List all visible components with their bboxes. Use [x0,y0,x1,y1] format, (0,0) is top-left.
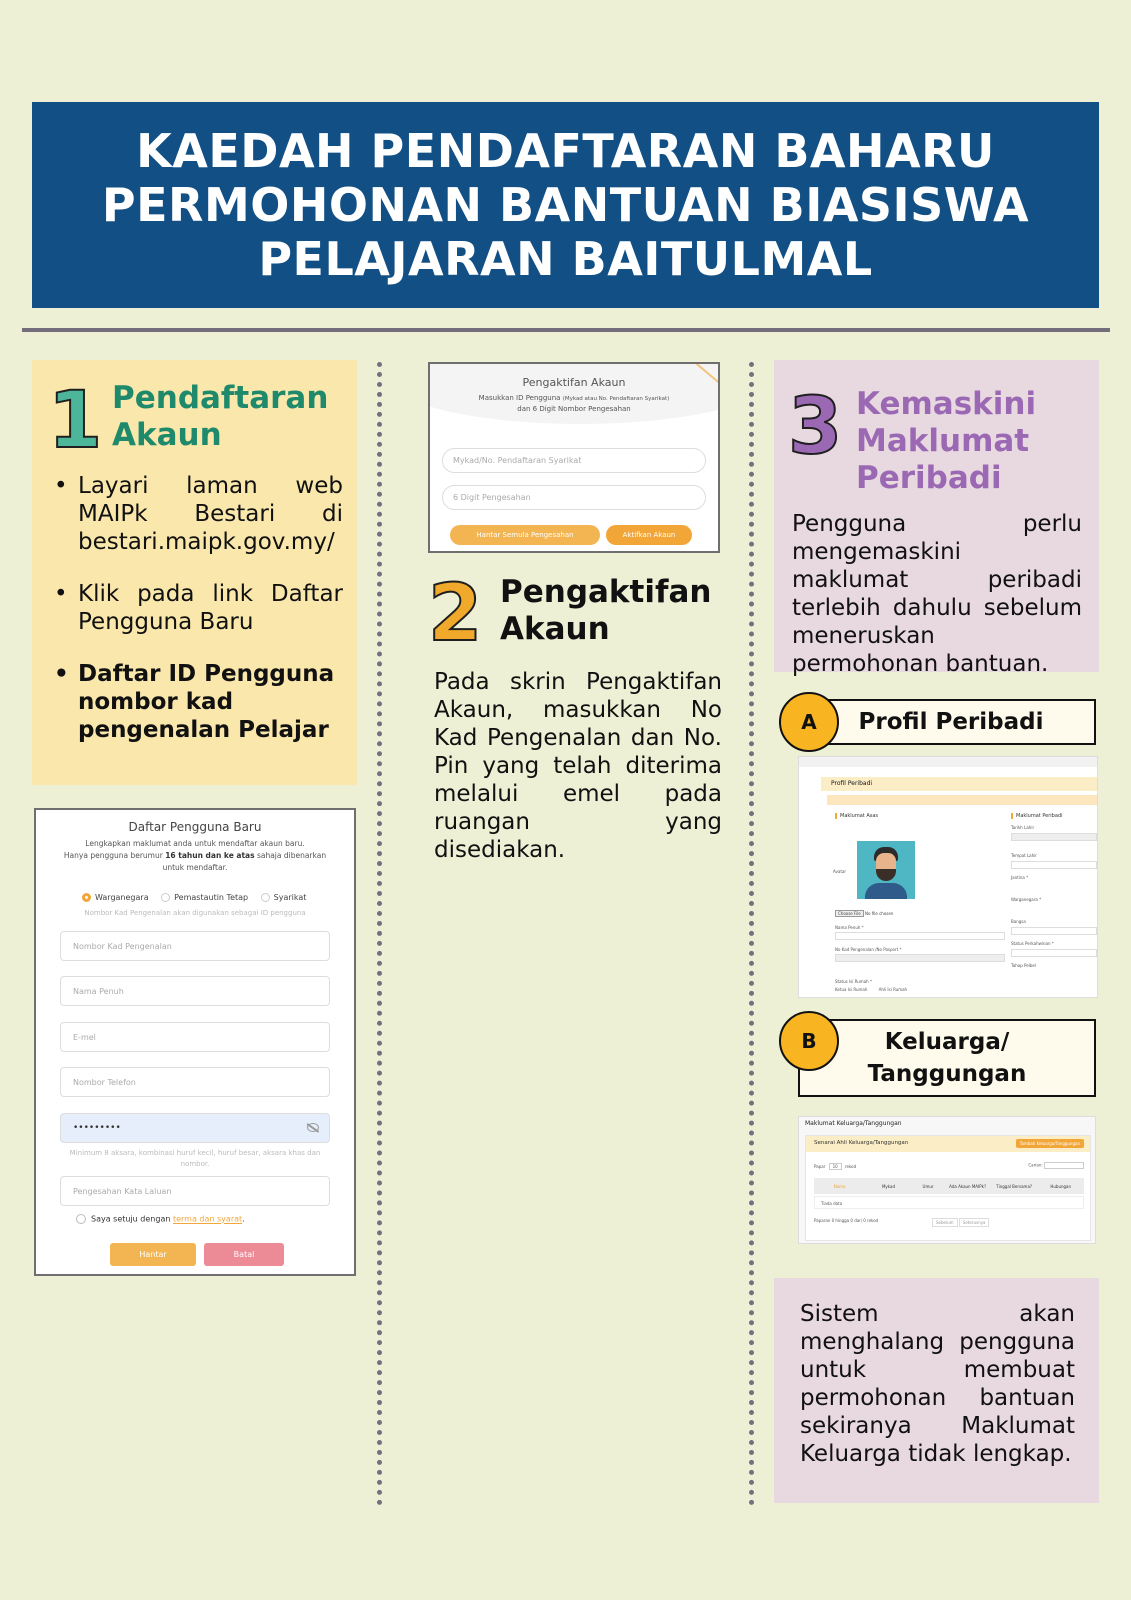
step2-title-line-1: Pengaktifan [500,574,712,610]
right-field-4[interactable] [1011,905,1097,913]
choose-file-row [835,911,893,916]
name-field[interactable] [835,932,1005,940]
choose-file-button[interactable]: Choose File [835,910,864,917]
agree-row [76,1214,245,1224]
step1-bullet-2: • Klik pada link Daftar Pengguna Baru [78,580,343,636]
right-label-6: Status Perkahwinan * [1011,941,1054,946]
agree-end: . [242,1214,245,1224]
phone-input[interactable]: Nombor Telefon [60,1067,330,1097]
avatar-beard [876,869,896,881]
house-option-head[interactable]: Ketua Isi Rumah [835,987,868,992]
tag-b-badge: B [779,1011,839,1071]
step3-title-line-1: Kemaskini [856,386,1037,422]
family-search [1028,1162,1084,1169]
step1-title-line-2: Akaun [112,417,222,453]
profile-screenshot [798,756,1098,998]
activation-sub-1b: (Mykad atau No. Pendaftaran Syarikat) [562,396,670,402]
column-divider-1 [377,362,382,1506]
search-input[interactable] [1044,1162,1084,1169]
step3-title-line-2: Maklumat [856,423,1030,459]
radio-note: Nombor Kad Pengenalan akan digunakan sebagai ID pengguna [84,909,306,917]
submit-button[interactable]: Hantar [110,1243,196,1266]
confirm-password-input[interactable]: Pengesahan Kata Laluan [60,1176,330,1206]
step3-note: Sistem akan menghalang pengguna untuk membuat permohonan bantuan sekiranya Maklumat Keluarga tidak lengkap. [800,1301,1075,1467]
col-tinggal[interactable]: Tinggal Bersama? [996,1183,1033,1189]
step1-bullet-1: • Layari laman web MAIPk Bestari di bestari.maipk.gov.my/ [78,472,343,556]
pin-input[interactable]: 6 Digit Pengesahan [442,485,706,510]
cancel-button[interactable]: Batal [204,1243,284,1266]
right-field-2[interactable] [1011,861,1097,869]
right-label-2: Tempat Lahir [1011,853,1037,858]
register-form-subtitle-1: Lengkapkan maklumat anda untuk mendaftar akaun baru. [85,839,305,848]
resend-button[interactable]: Hantar Semula Pengesahan [450,525,600,545]
search-label: Carian: [1028,1162,1043,1168]
register-form-subtitle-3: untuk mendaftar. [162,863,228,872]
right-label-5: Bangsa [1011,919,1026,924]
step3-card [774,360,1099,677]
family-card-title: Senarai Ahli Keluarga/Tanggungan [814,1140,909,1146]
next-page-button[interactable]: Seterusnya [959,1218,990,1227]
title-line-1: KAEDAH PENDAFTARAN BAHARU [136,124,995,178]
show-select[interactable]: 10 [829,1163,842,1170]
title-banner [32,102,1099,308]
agree-text: Saya setuju dengan [91,1214,173,1224]
activation-title: Pengaktifan Akaun [522,376,626,389]
register-form-title: Daftar Pengguna Baru [128,820,262,834]
family-empty-row: Tiada data [814,1196,1084,1209]
password-hint-1: Minimum 8 aksara, kombinasi huruf kecil, huruf besar, aksara khas dan [69,1149,321,1157]
avatar [857,841,915,899]
avatar-body [865,883,907,899]
password-hint-2: nombor. [180,1160,210,1168]
register-form-screenshot [34,808,356,1276]
profile-header-text: Profil Peribadi [831,780,873,787]
register-subtitle-2a: Hanya pengguna berumur [63,851,166,860]
family-table-header [814,1178,1084,1194]
agree-checkbox[interactable] [76,1214,86,1224]
activation-subtitle-2: dan 6 Digit Nombor Pengesahan [517,405,631,413]
radio-pemastautin[interactable] [161,893,248,902]
col-mykad[interactable]: Mykad [881,1183,895,1189]
right-label-4: Warganegara * [1011,897,1042,902]
family-pagination [932,1220,989,1225]
family-screenshot [798,1116,1096,1244]
family-card-header [806,1136,1090,1152]
step3-note-card [774,1278,1099,1503]
activate-button[interactable]: Aktifkan Akaun [606,525,692,545]
prev-page-button[interactable]: Sebelum [932,1218,958,1227]
step3-body: Pengguna perlu mengemaskini maklumat peribadi terlebih dahulu sebelum meneruskan permohonan bantuan. [792,511,1082,677]
activation-form-screenshot [428,362,720,553]
ic-label: No Kad Pengenalan /No Pasport * [835,947,902,952]
family-show-entries [814,1164,856,1169]
step2-body: Pada skrin Pengaktifan Akaun, masukkan No Kad Pengenalan dan No. Pin yang telah diterima melalui emel pada ruangan yang disediakan. [434,669,722,863]
right-field-5[interactable] [1011,927,1097,935]
profile-right-section: Maklumat Peribadi [1011,813,1062,819]
radio-pemastautin-label: Pemastautin Tetap [174,893,249,902]
profile-top-strip [799,757,1097,767]
title-line-2: PERMOHONAN BANTUAN BIASISWA [101,178,1030,232]
col-akaun[interactable]: Ada Akaun MAIPk? [949,1183,987,1189]
radio-warganegara[interactable] [82,893,149,902]
right-field-6[interactable] [1011,949,1097,957]
register-form-subtitle-2 [36,851,354,860]
email-input[interactable]: E-mel [60,1022,330,1052]
activation-sub-1a: Masukkan ID Pengguna [478,394,563,402]
show-label: Papar [814,1164,826,1169]
radio-unchecked-icon [261,893,270,902]
radio-syarikat-label: Syarikat [273,893,307,902]
add-family-button[interactable]: Tambah Keluarga/Tanggungan [1016,1139,1084,1148]
column-divider-2 [749,362,754,1506]
family-page-title: Maklumat Keluarga/Tanggungan [805,1120,902,1127]
ic-field[interactable] [835,954,1005,962]
terms-link[interactable]: terma dan syarat [172,1214,243,1224]
family-card [805,1135,1091,1241]
profile-left-section: Maklumat Asas [835,813,878,819]
house-options [835,987,907,992]
step3-title-line-3: Peribadi [856,460,1002,496]
no-file-text: No file chosen [865,911,894,916]
right-label-1: Tarikh Lahir [1011,825,1035,830]
password-input[interactable] [60,1113,330,1143]
eye-slash-icon[interactable] [307,1123,319,1132]
family-tag-label-2: Tanggungan [867,1061,1027,1087]
full-name-input[interactable]: Nama Penuh [60,976,330,1006]
right-label-7: Tahap Pelbel [1011,963,1036,968]
right-field-1[interactable] [1011,833,1097,841]
col-hubungan[interactable]: Hubungan [1050,1183,1072,1189]
register-subtitle-2c: sahaja dibenarkan [254,851,327,860]
name-label: Nama Penuh * [835,925,864,930]
radio-checked-icon [82,893,91,902]
profile-tag [806,699,1096,745]
profile-right-column [1011,825,1097,971]
title-line-3: PELAJARAN BAITULMAL [258,232,873,286]
avatar-label: Avatar [833,869,846,874]
password-value: ••••••••• [73,1123,121,1133]
step3-number: 3 [788,382,843,472]
tag-a-badge: A [779,692,839,752]
step1-bullet-3: • Daftar ID Pengguna nombor kad pengenalan Pelajar [78,660,343,744]
mykad-input[interactable]: Mykad/No. Pendaftaran Syarikat [442,448,706,473]
profile-notice [827,795,1097,805]
house-option-member[interactable]: Ahli Isi Rumah [878,987,908,992]
radio-warganegara-label: Warganegara [95,893,149,902]
step1-card [32,360,357,785]
house-label: Status Isi Rumah * [835,979,872,984]
step2-number: 2 [428,569,483,659]
profile-tag-label: Profil Peribadi [858,709,1044,735]
col-nama[interactable]: Nama [833,1183,846,1189]
family-tag-label-1: Keluarga/ [884,1029,1010,1055]
family-tag [798,1019,1096,1097]
radio-unchecked-icon [161,893,170,902]
right-label-3: Jantina * [1011,875,1029,880]
title-divider [22,328,1110,332]
ic-number-input[interactable]: Nombor Kad Pengenalan [60,931,330,961]
family-footer: Paparan 0 hingga 0 dari 0 rekod [814,1218,879,1223]
step1-bullets [78,472,343,768]
col-umur[interactable]: Umur [922,1183,934,1189]
step1-title-line-1: Pendaftaran [112,380,329,416]
right-field-3[interactable] [1011,883,1097,891]
radio-syarikat[interactable] [261,893,307,902]
activation-decoration [428,362,720,424]
account-type-radios [82,893,306,902]
register-subtitle-2b: 16 tahun dan ke atas [165,851,255,860]
step1-number: 1 [48,376,103,466]
records-label: rekod [844,1164,857,1169]
step2-title-line-2: Akaun [500,611,610,647]
profile-header [821,777,1098,791]
activation-subtitle-1 [430,394,718,402]
